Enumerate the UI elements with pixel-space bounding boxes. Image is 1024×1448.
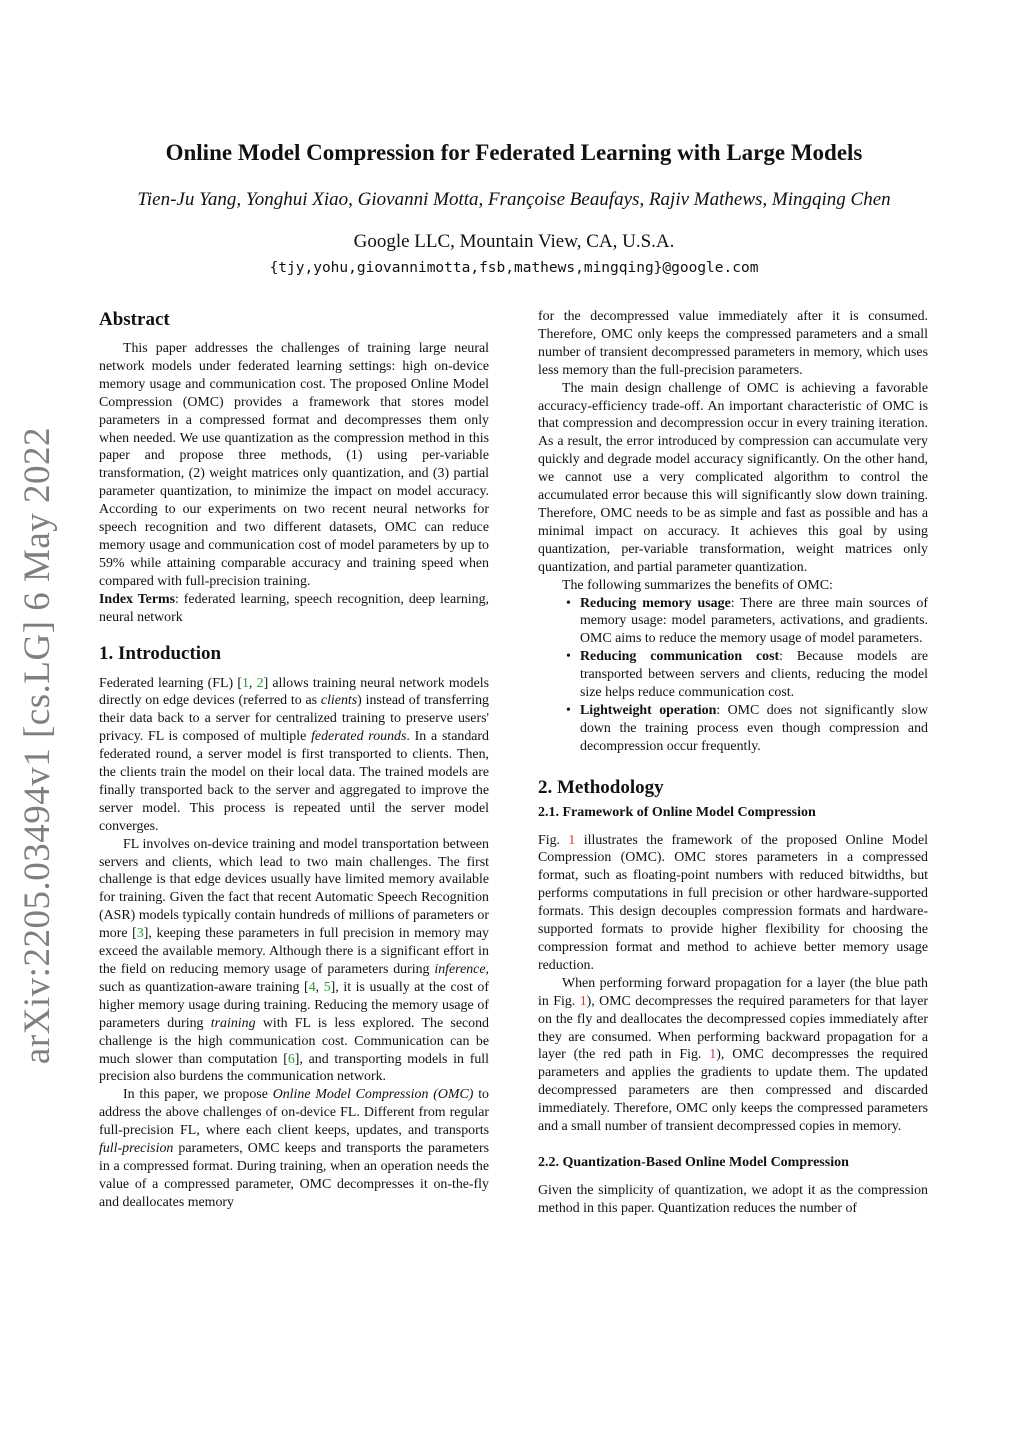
benefits-list (538, 595, 928, 756)
citation-link[interactable]: 3 (136, 926, 144, 942)
section-2-1-paragraph-2: When performing forward propagation for a layer (the blue path in Fig. 1), OMC decompresses the required parameters for that layer on the fly and deallocates the decompressed copies immediately after they are consumed. When performing backward propagation for a layer (the red path in Fig. 1), OMC decompresses the required parameters and applies the gradients to update them. The updated decompressed parameters are then compressed and discarded immediately. Therefore, OMC only keeps the compressed parameters and a small number of transient decompressed copies in memory. (538, 975, 929, 1135)
figure-link[interactable]: 1 (709, 1047, 717, 1063)
left-column (99, 308, 489, 1212)
list-item: • Lightweight operation: OMC does not significantly slow down the training process even though compression and decompression occur frequently. (580, 702, 928, 756)
intro-continued-2: The main design challenge of OMC is achieving a favorable accuracy-efficiency trade-off. An important characteristic of OMC is that compression and decompression occur in every training iteration. As a result, the error introduced by compression can accumulate very quickly and degrade model accuracy significantly. On the other hand, we cannot use a very complicated algorithm to control the accumulated error because this will significantly slow down training. Therefore, OMC needs to be as simple and fast as possible and has a minimal impact on accuracy. It achieves this goal by using quantization, per-variable transformation, weight matrices only quantization, and partial parameter quantization. (538, 380, 928, 575)
benefits-lead: The following summarizes the benefits of OMC: (562, 577, 833, 593)
subsection-2-1-heading: 2.1. Framework of Online Model Compression (538, 804, 816, 820)
citation-link[interactable]: 2 (256, 675, 264, 691)
author-list: Tien-Ju Yang, Yonghui Xiao, Giovanni Motta, Françoise Beaufays, Rajiv Mathews, Mingqing Chen (137, 189, 891, 210)
arxiv-stamp (8, 426, 68, 1064)
section-2-1-paragraph-1: Fig. 1 illustrates the framework of the proposed Online Model Compression (OMC). OMC stores parameters in a compressed format, such as floating-point numbers with reduced bitwidths, but performs computations in full precision or other hardware-supported formats. This design decouples compression formats and hardware-supported formats to provide higher flexibility for choosing the compression format and method to achieve better memory usage reduction. (538, 832, 928, 973)
section-2-2-paragraph-1: Given the simplicity of quantization, we adopt it as the compression method in this paper. Quantization reduces the number of (538, 1182, 928, 1216)
figure-link[interactable]: 1 (579, 993, 587, 1009)
list-item: • Reducing memory usage: There are three main sources of memory usage: model parameters, activations, and gradients. OMC aims to reduce the memory usage of model parameters. (580, 595, 928, 649)
abstract-heading: Abstract (99, 309, 170, 330)
index-terms-label: Index Terms (99, 591, 175, 607)
methodology-heading: 2. Methodology (538, 776, 664, 798)
intro-paragraph-3: In this paper, we propose Online Model Compression (OMC) to address the above challenges of on-device FL. Different from regular full-precision FL, where each client keeps, updates, and transports full-precision parameters, OMC keeps and transports the parameters in a compressed format. During training, when an operation needs the value of a compressed parameter, OMC decompresses it on-the-fly and deallocates memory (99, 1087, 489, 1210)
index-terms (99, 591, 489, 627)
right-column (538, 308, 928, 1218)
arxiv-id: arXiv:2205.03494v1 [cs.LG] 6 May 2022 (17, 426, 59, 1064)
citation-link[interactable]: 6 (287, 1051, 295, 1067)
introduction-heading: 1. Introduction (99, 642, 222, 664)
intro-paragraph-2: FL involves on-device training and model transportation between servers and clients, which lead to two main challenges. The first challenge is that edge devices usually have limited memory available for training. Given the fact that recent Automatic Speech Recognition (ASR) models typically contain hundreds of millions of parameters or more [3], keeping these parameters in full precision in memory may exceed the available memory. Although there is a significant effort in the field on reducing memory usage of parameters during inference, such as quantization-aware training [4, 5], it is usually at the cost of higher memory usage during training. Reducing the memory usage of parameters during training with FL is less explored. The second challenge is the high communication cost. Communication can be much slower than computation [6], and transporting models in full precision also burdens the communication network. (99, 836, 489, 1085)
subsection-2-2-heading: 2.2. Quantization-Based Online Model Compression (538, 1154, 849, 1170)
figure-link[interactable]: 1 (568, 832, 576, 848)
paper-title: Online Model Compression for Federated Learning with Large Models (165, 140, 863, 165)
index-terms-text: : federated learning, speech recognition, deep learning, neural network (99, 591, 489, 625)
abstract-text: This paper addresses the challenges of training large neural network models under federated learning settings: high on-device memory usage and communication cost. The proposed Online Model Compression (OMC) provides a framework that stores model parameters in a compressed format and decompresses them only when needed. We use quantization as the compression method in this paper and propose three methods, (1) using per-variable transformation, (2) weight matrices only quantization, and (3) partial parameter quantization, to minimize the impact on model accuracy. According to our experiments on two recent neural networks for speech recognition and two different datasets, OMC can reduce memory usage and communication cost of model parameters by up to 59% while attaining comparable accuracy and training speed when compared with full-precision training. (99, 341, 489, 589)
intro-paragraph-1: Federated learning (FL) [1, 2] allows training neural network models directly on edge devices (referred to as clients) instead of transferring their data back to a server for centralized training to preserve users' privacy. FL is composed of multiple federated rounds. In a standard federated round, a server model is first transported to clients. Then, the clients train the model on their local data. The trained models are finally transported back to the server and aggregated to improve the server model. This process is repeated until the server model converges. (99, 675, 490, 834)
affiliation: Google LLC, Mountain View, CA, U.S.A. (353, 231, 675, 252)
list-item: • Reducing communication cost: Because models are transported between servers and clients, reducing the model size helps reduce communication cost. (580, 648, 928, 702)
citation-link[interactable]: 4 (308, 979, 316, 995)
author-emails: {tjy,yohu,giovannimotta,fsb,mathews,mingqing}@google.com (269, 260, 759, 276)
citation-link[interactable]: 5 (323, 979, 331, 995)
intro-continued-1: for the decompressed value immediately after it is consumed. Therefore, OMC only keeps the compressed parameters and a small number of transient decompressed parameters in memory, which uses less memory than the full-precision parameters. (538, 309, 928, 378)
citation-link[interactable]: 1 (241, 675, 249, 691)
